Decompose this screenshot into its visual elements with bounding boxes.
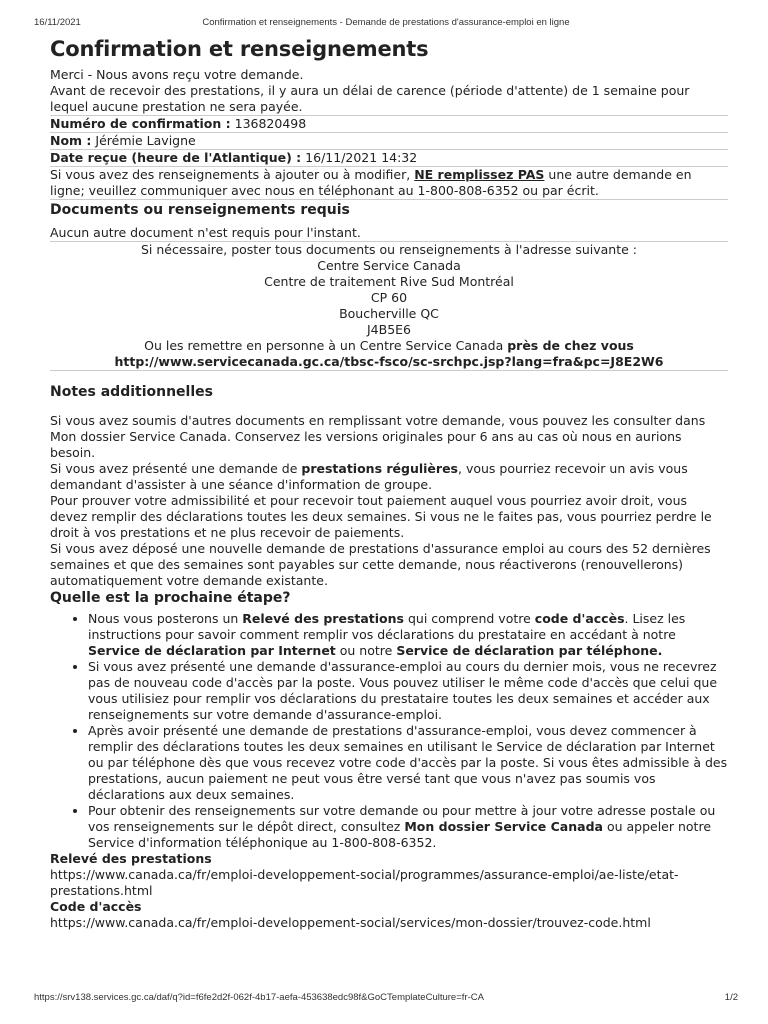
- regular-benefits-text: prestations régulières: [301, 461, 458, 476]
- service-centre-url[interactable]: http://www.servicecanada.gc.ca/tbsc-fsco/sc-srchpc.jsp?lang=fra&pc=J8E2W6: [114, 354, 664, 369]
- thanks-text: Merci - Nous avons reçu votre demande.: [50, 67, 304, 82]
- internet-reporting-link[interactable]: Service de déclaration par Internet: [88, 643, 336, 658]
- list-item: [88, 611, 728, 659]
- notes-paragraph: [50, 461, 728, 493]
- in-person-text: [50, 338, 728, 354]
- phone-reporting-link[interactable]: Service de déclaration par téléphone.: [396, 643, 663, 658]
- address-line: J4B5E6: [366, 322, 412, 337]
- address-line: CP 60: [370, 290, 408, 305]
- documents-none-text: Aucun autre document n'est requis pour l'instant.: [50, 225, 361, 240]
- name-label: Nom :: [50, 133, 92, 148]
- list-item: [88, 803, 728, 851]
- releve-url[interactable]: https://www.canada.ca/fr/emploi-developpement-social/programmes/assurance-emploi/ae-liste/etat-prestations.html: [50, 867, 679, 898]
- access-code-text: code d'accès: [534, 611, 625, 626]
- address-line: Boucherville QC: [339, 306, 439, 321]
- modify-text-pre: Si vous avez des renseignements à ajouter ou à modifier,: [50, 167, 415, 182]
- next-steps-heading: Quelle est la prochaine étape?: [50, 590, 291, 606]
- print-url: https://srv138.services.gc.ca/daf/q?id=f6fe2d2f-062f-4b17-aefa-453638edc98f&GoCTemplateCulture=fr-CA: [34, 992, 484, 1003]
- date-row: [50, 149, 728, 166]
- date-label: Date reçue (heure de l'Atlantique) :: [50, 150, 302, 165]
- name-value: Jérémie Lavigne: [95, 133, 196, 148]
- next-steps-list: [50, 611, 728, 851]
- releve-text: Relevé des prestations: [242, 611, 404, 626]
- documents-heading: Documents ou renseignements requis: [50, 202, 350, 218]
- notes-text: Si vous avez présenté une demande de: [50, 461, 302, 476]
- documents-section: [50, 199, 728, 219]
- print-title: Confirmation et renseignements - Demande de prestations d'assurance-emploi en ligne: [202, 17, 570, 28]
- modify-text-post: une autre demande en ligne; veuillez communiquer avec nous en téléphonant au 1-800-808-6352 ou par écrit.: [50, 167, 692, 198]
- my-account-link[interactable]: Mon dossier Service Canada: [404, 819, 603, 834]
- page-content: [50, 33, 728, 931]
- releve-link-label: Relevé des prestations: [50, 851, 212, 866]
- notes-text: , vous pourriez recevoir un avis vous demandant d'assister à une séance d'information de groupe.: [50, 461, 688, 492]
- address-line: Centre de traitement Rive Sud Montréal: [264, 274, 514, 289]
- mail-intro: Si nécessaire, poster tous documents ou renseignements à l'adresse suivante :: [141, 242, 637, 257]
- name-row: [50, 132, 728, 149]
- modify-notice: [50, 166, 728, 199]
- item-text: ou appeler notre Service d'information téléphonique au 1-800-808-6352.: [88, 819, 712, 850]
- date-value: 16/11/2021 14:32: [305, 150, 418, 165]
- item-text: ou notre: [335, 643, 397, 658]
- confirmation-row: [50, 115, 728, 132]
- notes-paragraph: Si vous avez déposé une nouvelle demande de prestations d'assurance emploi au cours des 52 dernières semaines et que des semaines sont payables sur cette demande, nous réactiverons (renouvellerons) automatiquement votre demande existante.: [50, 541, 711, 588]
- notes-section: [50, 370, 728, 401]
- confirmation-value: 136820498: [234, 116, 307, 131]
- notes-paragraph: Si vous avez soumis d'autres documents en remplissant votre demande, vous pouvez les consulter dans Mon dossier Service Canada. Conservez les versions originales pour 6 ans au cas où nous en aurions besoin.: [50, 413, 706, 460]
- code-link-label: Code d'accès: [50, 899, 142, 914]
- print-footer: [34, 992, 738, 1006]
- item-text: Nous vous posterons un: [88, 611, 243, 626]
- confirmation-label: Numéro de confirmation :: [50, 116, 231, 131]
- print-date: 16/11/2021: [34, 17, 81, 28]
- list-item: • Après avoir présenté une demande de prestations d'assurance-emploi, vous devez commencer à remplir des déclarations toutes les deux semaines en utilisant le Service de déclaration par Internet ou par téléphone dès que vous recevez votre code d'accès par la poste. Si vous êtes admissible à des prestations, aucun paiement ne peut vous être versé tant que vous n'avez pas soumis vos déclarations aux deux semaines.: [88, 723, 728, 803]
- waiting-period-text: Avant de recevoir des prestations, il y aura un délai de carence (période d'attente) de 1 semaine pour lequel aucune prestation ne sera payée.: [50, 83, 690, 114]
- near-you-link[interactable]: près de chez vous: [507, 338, 634, 353]
- in-person-pre: Ou les remettre en personne à un Centre Service Canada: [144, 338, 508, 353]
- notes-heading: Notes additionnelles: [50, 384, 213, 400]
- item-text: qui comprend votre: [404, 611, 535, 626]
- list-item: • Si vous avez présenté une demande d'assurance-emploi au cours du dernier mois, vous ne recevrez pas de nouveau code d'accès par la poste. Vous pouvez utiliser le même code d'accès que celui que vous utilisiez pour remplir vos déclarations du prestataire toutes les deux semaines et accéder aux renseignements sur votre demande d'assurance-emploi.: [88, 659, 728, 723]
- mailing-address-block: [50, 241, 728, 370]
- code-url[interactable]: https://www.canada.ca/fr/emploi-developpement-social/services/mon-dossier/trouvez-code.html: [50, 915, 651, 930]
- item-text: Pour obtenir des renseignements sur votre demande ou pour mettre à jour votre adresse postale ou vos renseignements sur le dépôt direct, consultez: [88, 803, 716, 834]
- modify-warning: NE remplissez PAS: [414, 167, 545, 182]
- item-text: . Lisez les instructions pour savoir comment remplir vos déclarations du prestataire en accédant à notre: [88, 611, 686, 642]
- page-title: Confirmation et renseignements: [50, 37, 429, 61]
- address-line: Centre Service Canada: [317, 258, 461, 273]
- print-header: [34, 17, 738, 31]
- notes-paragraph: Pour prouver votre admissibilité et pour recevoir tout paiement auquel vous pourriez avoir droit, vous devez remplir des déclarations toutes les deux semaines. Si vous ne le faites pas, vous pourriez perdre le droit à vos prestations et ne plus recevoir de paiements.: [50, 493, 712, 540]
- page-number: 1/2: [724, 992, 738, 1003]
